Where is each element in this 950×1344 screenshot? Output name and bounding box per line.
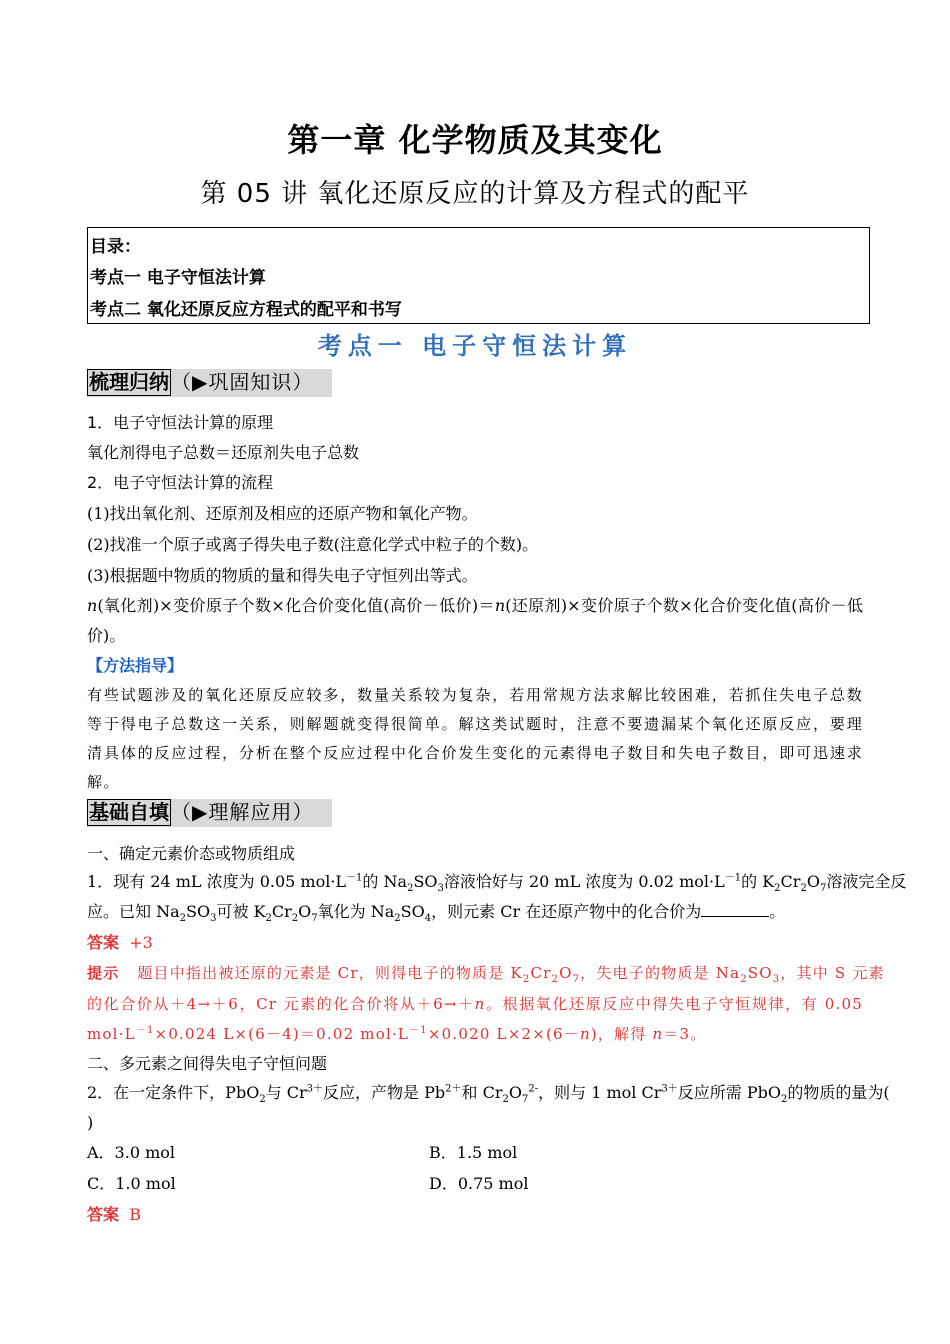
badge-title: 梳理归纳 — [89, 370, 169, 394]
question-2-line-1: 2．在一定条件下，PbO$_2$与 $Cr^{3+}$反应，产物是 $Pb^{2+}$和 $Cr_2O_7^{2-}$，则与 1 mol $Cr^{3+}$反应所需 PbO$_2$的物质的量为( — [87, 1083, 890, 1106]
method-text-4: 解。 — [87, 773, 120, 791]
option-d[interactable]: D．0.75 mol — [429, 1174, 529, 1193]
toc-heading: 目录： — [90, 237, 141, 257]
lecture-title: 第 05 讲 氧化还原反应的计算及方程式的配平 — [200, 179, 750, 209]
table-of-contents — [87, 227, 870, 324]
step-1: (1)找出氧化剂、还原剂及相应的还原产物和氧化产物。 — [87, 504, 478, 523]
answer-blank[interactable] — [701, 902, 769, 917]
option-a[interactable]: A．3.0 mol B．1.5 mol — [87, 1143, 518, 1162]
method-text-1: 有些试题涉及的氧化还原反应较多，数量关系较为复杂，若用常规方法求解比较困难，若抓住失电子总数 — [87, 686, 863, 704]
formula-line-1: n(氧化剂)×变价原子个数×化合价变化值(高价－低价)＝n(还原剂)×变价原子个数×化合价变化值(高价－低 — [87, 596, 863, 615]
step-3: (3)根据题中物质的物质的量和得失电子守恒列出等式。 — [87, 566, 478, 585]
toc-item-2[interactable]: 考点二 氧化还原反应方程式的配平和书写 — [90, 300, 402, 320]
hint-line-3: $mol\cdot L^{-1}\times 0.024$ L×(6－4)＝0.02 $mol\cdot L^{-1}\times 0.020$ L×2×(6－n)，解得 n＝3。 — [87, 1025, 707, 1043]
option-b[interactable]: B．1.5 mol — [429, 1143, 518, 1162]
question-2-line-2: ) — [87, 1113, 94, 1132]
step-2: (2)找准一个原子或离子得失电子数(注意化学式中粒子的个数)。 — [87, 535, 539, 554]
answer-2: 答案 B — [87, 1205, 141, 1224]
section-badge-practice — [87, 799, 332, 827]
chapter-title: 第一章 化学物质及其变化 — [287, 121, 663, 159]
question-1-line-2: 应。已知 $Na_2SO_3$可被 $K_2Cr_2O_7$氧化为 $Na_2SO_4$，则元素 Cr 在还原产物中的化合价为 。 — [87, 902, 786, 925]
formula-n: n — [87, 596, 98, 615]
section-badge-review — [87, 369, 332, 397]
answer-1: 答案 +3 — [87, 933, 153, 952]
formula-line-2: 价)。 — [87, 626, 126, 645]
method-label: 【方法指导】 — [87, 656, 184, 675]
method-text-2: 等于得电子总数这一关系，则解题就变得很简单。解这类试题时，注意不要遗漏某个氧化还原反应，要理 — [87, 715, 863, 733]
question-1-line-1: 1．现有 24 mL 浓度为 0.05 $mol\cdot L^{-1}$的 $Na_2SO_3$溶液恰好与 20 mL 浓度为 0.02 $mol\cdot L^{-1}$的 $K_2Cr_2O_7$溶液完全反 — [87, 872, 907, 895]
toc-item-1[interactable]: 考点一 电子守恒法计算 — [90, 268, 266, 288]
section-title: 考点一 电子守恒法计算 — [317, 332, 633, 360]
part-2-heading: 二、多元素之间得失电子守恒问题 — [87, 1054, 328, 1073]
point-1-body: 氧化剂得电子总数＝还原剂失电子总数 — [87, 443, 360, 462]
badge-title: 基础自填 — [89, 800, 169, 824]
point-1-heading: 1．电子守恒法计算的原理 — [87, 413, 274, 432]
badge-subtitle: （▶理解应用） — [171, 800, 314, 824]
part-1-heading: 一、确定元素价态或物质组成 — [87, 844, 296, 863]
hint-line-1: 提示 题目中指出被还原的元素是 Cr，则得电子的物质是 $K_2Cr_2O_7$，失电子的物质是 $Na_2SO_3$，其中 S 元素 — [87, 964, 885, 985]
method-text-3: 清具体的反应过程，分析在整个反应过程中化合价发生变化的元素得电子数目和失电子数目，即可迅速求 — [87, 744, 863, 762]
hint-line-2: 的化合价从＋4→＋6，Cr 元素的化合价将从＋6→＋n。根据氧化还原反应中得失电子守恒规律，有 0.05 — [87, 995, 863, 1013]
badge-subtitle: （▶巩固知识） — [171, 370, 314, 394]
point-2-heading: 2．电子守恒法计算的流程 — [87, 473, 274, 492]
option-c[interactable]: C．1.0 mol D．0.75 mol — [87, 1174, 529, 1193]
